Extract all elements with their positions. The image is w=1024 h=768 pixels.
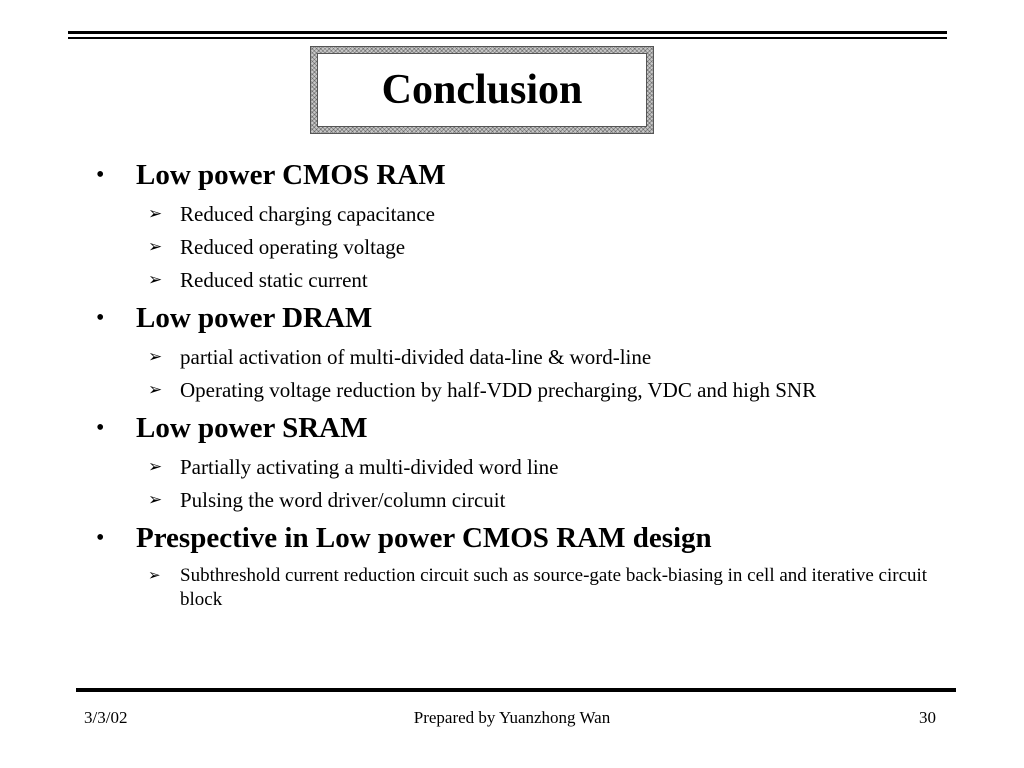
title-box: [317, 53, 647, 127]
arrow-bullet-icon: ➢: [148, 380, 163, 399]
arrow-bullet-icon: ➢: [148, 490, 163, 509]
list-item-text: Subthreshold current reduction circuit such as source-gate back-biasing in cell and iterative circuit block: [180, 565, 928, 610]
footer-author: Prepared by Yuanzhong Wan: [413, 708, 611, 727]
bullet-icon: •: [96, 305, 105, 331]
section-heading-text: Low power CMOS RAM: [136, 159, 446, 191]
section-heading: [96, 156, 946, 194]
section-heading: [96, 299, 946, 337]
section-heading: [96, 519, 946, 557]
list-item-text: Reduced operating voltage: [180, 235, 406, 259]
list-item: [96, 454, 946, 480]
bullet-icon: •: [96, 525, 105, 551]
list-item: [96, 487, 946, 513]
bottom-rule: [76, 688, 956, 692]
list-item-text: Pulsing the word driver/column circuit: [180, 488, 506, 512]
list-item-text: partial activation of multi-divided data-line & word-line: [180, 345, 652, 369]
arrow-bullet-icon: ➢: [148, 204, 163, 223]
slide-title: Conclusion: [381, 67, 583, 113]
title-frame: [310, 46, 654, 134]
arrow-bullet-icon: ➢: [148, 347, 163, 366]
top-rule: [68, 31, 947, 39]
arrow-bullet-icon: ➢: [148, 270, 163, 289]
arrow-bullet-icon: ➢: [148, 457, 163, 476]
list-item-text: Partially activating a multi-divided word line: [180, 455, 559, 479]
bullet-icon: •: [96, 415, 105, 441]
section-heading: [96, 409, 946, 447]
list-item: [96, 234, 946, 260]
bullet-icon: •: [96, 162, 105, 188]
arrow-bullet-icon: ➢: [148, 568, 161, 584]
list-item-text: Operating voltage reduction by half-VDD precharging, VDC and high SNR: [180, 378, 817, 402]
arrow-bullet-icon: ➢: [148, 237, 163, 256]
slide-content: [96, 156, 946, 612]
list-item: [96, 377, 946, 403]
section-heading-text: Low power DRAM: [136, 302, 373, 334]
section-heading-text: Low power SRAM: [136, 412, 368, 444]
list-item-text: Reduced static current: [180, 268, 368, 292]
list-item: [96, 267, 946, 293]
footer-date: 3/3/02: [84, 708, 128, 727]
list-item: [96, 344, 946, 370]
footer-page-number: 30: [919, 708, 936, 727]
list-item-text: Reduced charging capacitance: [180, 202, 435, 226]
list-item: [96, 201, 946, 227]
list-item: [96, 564, 946, 612]
section-heading-text: Prespective in Low power CMOS RAM design: [136, 522, 712, 554]
